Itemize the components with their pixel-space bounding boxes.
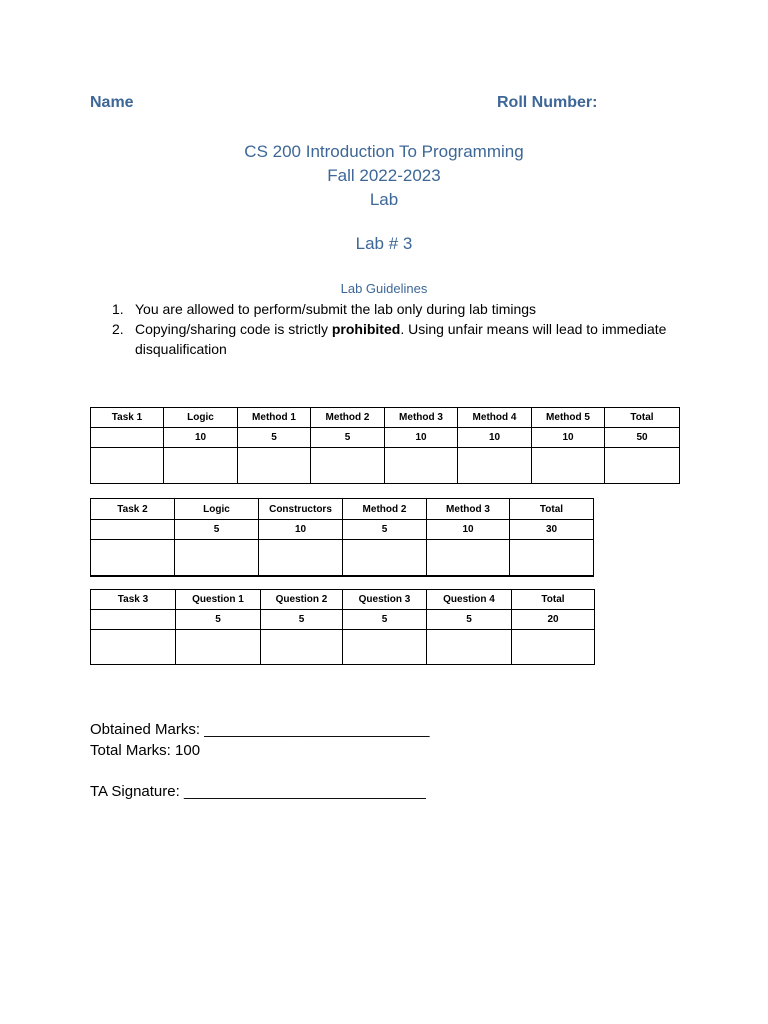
guideline-emphasis: prohibited	[331, 321, 401, 337]
obtained-marks-cell	[91, 540, 175, 576]
guideline-text-end: . Using unfair means will lead to immediate disqualification	[135, 321, 667, 357]
max-marks-cell	[91, 428, 164, 448]
name-label: Name	[90, 94, 134, 111]
guideline-number: 1.	[112, 301, 124, 317]
obtained-marks-cell	[91, 448, 164, 484]
header-cell: Method 4	[458, 408, 532, 428]
guideline-text: You are allowed to perform/submit the lab only during lab timings	[135, 301, 537, 317]
table-max-marks-row	[91, 520, 594, 540]
max-marks-cell: 50	[605, 428, 680, 448]
table-max-marks-row	[91, 610, 595, 630]
obtained-marks-cell	[261, 630, 343, 665]
header-cell: Task 2	[91, 499, 175, 520]
max-marks-cell: 10	[385, 428, 458, 448]
obtained-marks-cell	[427, 540, 510, 576]
header-cell: Total	[512, 590, 595, 610]
table-obtained-row	[91, 540, 594, 576]
obtained-marks-cell	[343, 540, 427, 576]
header-cell: Method 3	[427, 499, 510, 520]
header-cell: Total	[605, 408, 680, 428]
obtained-marks-cell	[605, 448, 680, 484]
table-obtained-row	[91, 448, 680, 484]
max-marks-cell: 5	[343, 610, 427, 630]
max-marks-cell: 30	[510, 520, 594, 540]
header-cell: Question 1	[176, 590, 261, 610]
header-cell: Question 2	[261, 590, 343, 610]
task2-marks-table	[90, 498, 594, 577]
guideline-text-start: Copying/sharing code is strictly	[135, 321, 332, 337]
obtained-marks-cell	[311, 448, 385, 484]
header-cell: Question 3	[343, 590, 427, 610]
course-type: Lab	[369, 190, 399, 209]
obtained-marks-cell	[510, 540, 594, 576]
header-cell: Total	[510, 499, 594, 520]
header-cell: Method 3	[385, 408, 458, 428]
header-cell: Method 5	[532, 408, 605, 428]
course-title: CS 200 Introduction To Programming	[244, 142, 524, 161]
max-marks-cell: 10	[259, 520, 343, 540]
task3-marks-table	[90, 589, 595, 665]
max-marks-cell: 5	[238, 428, 311, 448]
table-header-row	[91, 499, 594, 520]
max-marks-cell: 5	[343, 520, 427, 540]
header-cell: Method 2	[311, 408, 385, 428]
guidelines-title: Lab Guidelines	[340, 281, 428, 296]
table-header-row	[91, 408, 680, 428]
total-marks-line: Total Marks: 100	[90, 742, 201, 759]
obtained-marks-cell	[343, 630, 427, 665]
obtained-marks-line: Obtained Marks: ___________________________	[90, 721, 430, 738]
obtained-marks-cell	[175, 540, 259, 576]
table-max-marks-row	[91, 428, 680, 448]
header-cell: Method 2	[343, 499, 427, 520]
max-marks-cell: 10	[164, 428, 238, 448]
obtained-marks-cell	[176, 630, 261, 665]
max-marks-cell: 10	[532, 428, 605, 448]
max-marks-cell: 20	[512, 610, 595, 630]
obtained-marks-cell	[427, 630, 512, 665]
obtained-marks-cell	[238, 448, 311, 484]
max-marks-cell: 5	[311, 428, 385, 448]
max-marks-cell: 5	[261, 610, 343, 630]
guideline-item	[112, 319, 672, 359]
ta-signature-line: TA Signature: _____________________________	[90, 783, 426, 800]
header-cell: Logic	[164, 408, 238, 428]
obtained-marks-cell	[458, 448, 532, 484]
header-cell: Method 1	[238, 408, 311, 428]
max-marks-cell	[91, 520, 175, 540]
obtained-marks-cell	[532, 448, 605, 484]
table-obtained-row	[91, 630, 595, 665]
table-header-row	[91, 590, 595, 610]
header-cell: Task 1	[91, 408, 164, 428]
header-cell: Task 3	[91, 590, 176, 610]
header-cell: Question 4	[427, 590, 512, 610]
roll-number-label: Roll Number:	[497, 94, 598, 111]
max-marks-cell: 5	[176, 610, 261, 630]
obtained-marks-cell	[259, 540, 343, 576]
course-term: Fall 2022-2023	[327, 166, 441, 185]
guidelines-list	[112, 299, 672, 359]
max-marks-cell	[91, 610, 176, 630]
header-cell: Logic	[175, 499, 259, 520]
guideline-number: 2.	[112, 321, 124, 337]
obtained-marks-cell	[512, 630, 595, 665]
header-cell: Constructors	[259, 499, 343, 520]
guideline-item	[112, 299, 672, 319]
max-marks-cell: 5	[427, 610, 512, 630]
obtained-marks-cell	[91, 630, 176, 665]
lab-number: Lab # 3	[355, 234, 413, 253]
max-marks-cell: 10	[427, 520, 510, 540]
obtained-marks-cell	[164, 448, 238, 484]
max-marks-cell: 5	[175, 520, 259, 540]
obtained-marks-cell	[385, 448, 458, 484]
task1-marks-table	[90, 407, 680, 484]
max-marks-cell: 10	[458, 428, 532, 448]
